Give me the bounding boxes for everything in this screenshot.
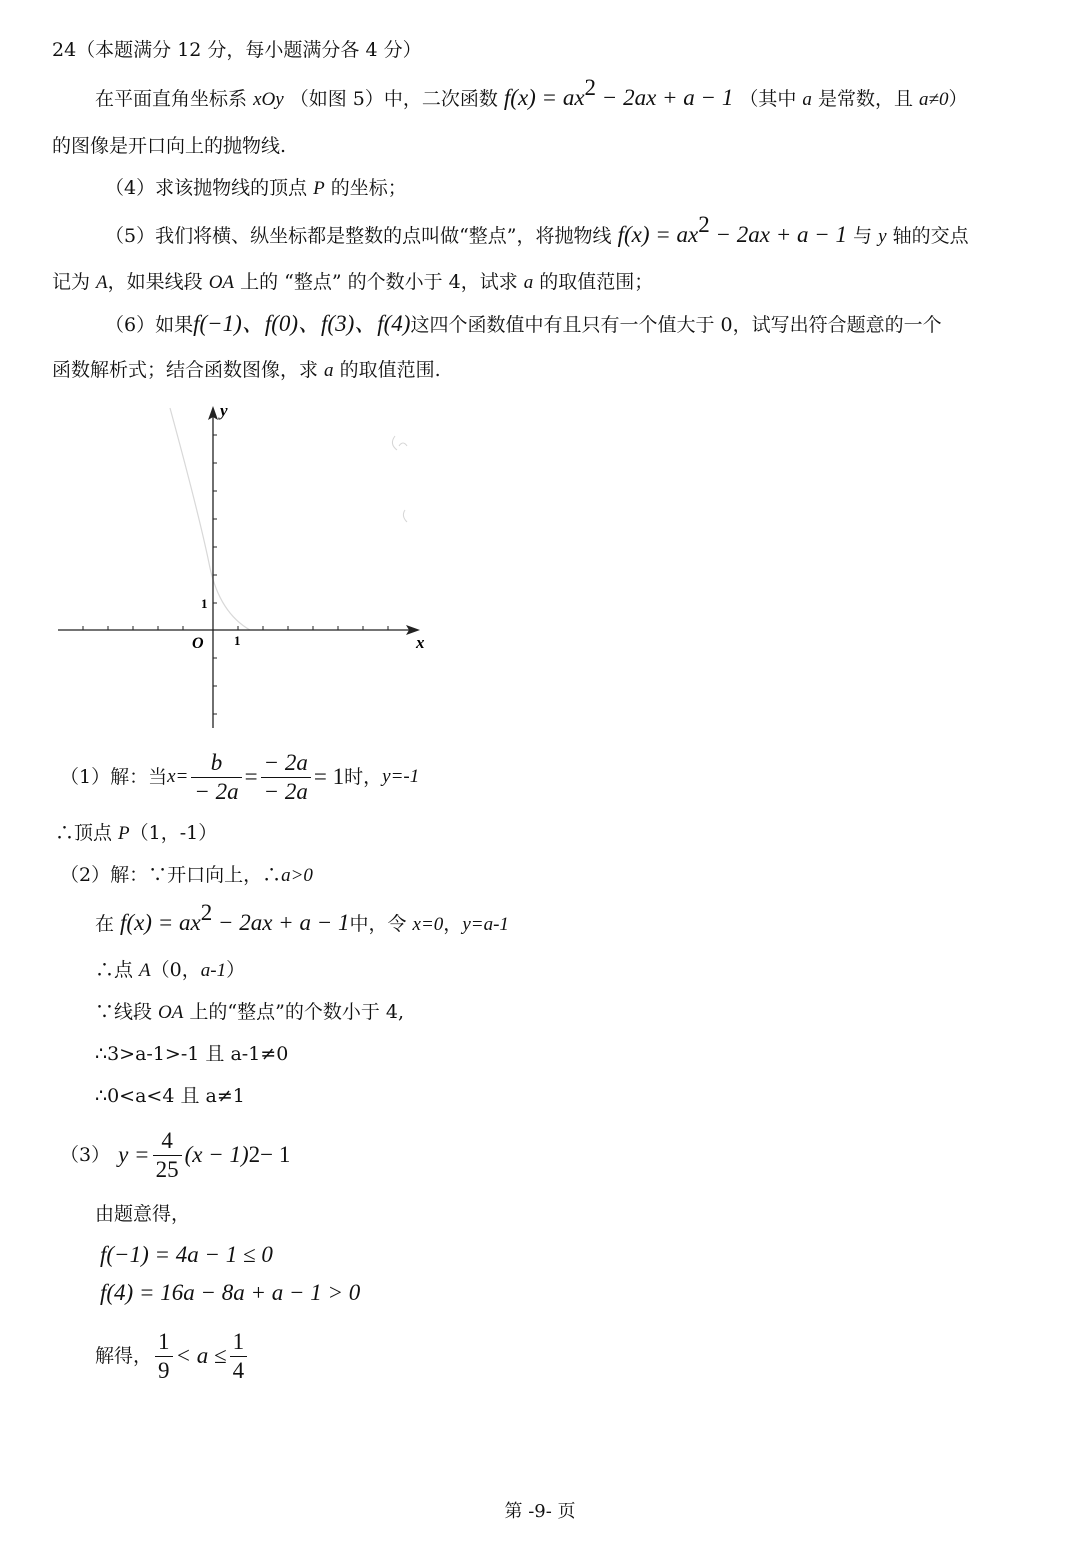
s3-l5: 解得， (95, 1345, 153, 1367)
question-5-line-1 (105, 212, 969, 249)
s2-formula-tail: − 2ax + a − 1 (212, 910, 350, 935)
s2-l4-a: ∵线段 (95, 1001, 159, 1023)
y-tick-label-1: 1 (201, 596, 208, 611)
solution-2-line-6 (95, 1084, 245, 1108)
q4-var-p: P (313, 178, 325, 199)
intro-formula-tail: − 2ax + a − 1 (596, 85, 734, 110)
q5-formula-fx: f(x) = a (617, 222, 689, 247)
s2-l3-A: A (139, 960, 151, 981)
solution-2-line-4 (95, 1000, 404, 1025)
x-tick-label-1: 1 (234, 633, 241, 648)
solution-3-line-5 (95, 1325, 250, 1387)
q4-prefix: （4）求该抛物线的顶点 (105, 177, 314, 199)
origin-label: O (192, 635, 204, 652)
s2-formula-exp: 2 (200, 900, 213, 925)
intro-line-2-text: 的图像是开口向上的抛物线. (52, 135, 287, 157)
solution-1 (60, 746, 419, 808)
q6-suffix: 这四个函数值中有且只有一个值大于 0，试写出符合题意的一个 (410, 314, 942, 336)
s1-result: = 1 (313, 764, 345, 789)
problem-header-text: 24（本题满分 12 分，每小题满分各 4 分） (52, 39, 422, 61)
s1-fraction-2 (261, 749, 311, 806)
q5-suffix-a: 与 (853, 225, 879, 247)
s3-y: y = (118, 1142, 150, 1167)
solution-3-line-1: （3） y = $\frac{4}{25}$ (x − 1) 2 − 1 (60, 1127, 291, 1182)
s2-l3-val: a-1 (200, 960, 227, 981)
solution-3-line-4 (100, 1281, 360, 1306)
s1-vertex-b: （1，-1） (129, 822, 218, 844)
intro-mid: （如图 5）中，二次函数 (289, 88, 498, 110)
solution-3-line-3 (100, 1243, 273, 1268)
faint-pencil-mark-1 (392, 436, 407, 450)
s2-formula-x: x (190, 910, 201, 935)
q5-prefix: （5）我们将横、纵坐标都是整数的点叫做“整点”，将抛物线 (105, 225, 612, 247)
s2-l3-b: （0， (150, 959, 201, 981)
s3-hi-num: 1 (230, 1328, 248, 1357)
coordinate-figure (50, 398, 450, 733)
s1-x: x= (167, 766, 189, 787)
intro-formula-x: x (574, 85, 585, 110)
s3-hi-den: 4 (232, 1357, 245, 1383)
q5-var-A: A (96, 272, 108, 293)
q5-var-y: y (878, 226, 887, 247)
faint-pencil-mark-2 (403, 510, 407, 522)
s2-l3-c: ） (226, 959, 246, 981)
q5-l2-a: 记为 (52, 271, 97, 293)
question-6-line-2 (52, 358, 441, 383)
q5-formula-tail: − 2ax + a − 1 (709, 222, 848, 247)
q6-l2-a: 函数解析式；结合函数图像，求 (52, 359, 325, 381)
intro-var-a: a (802, 89, 812, 110)
s2-l4-OA: OA (158, 1002, 184, 1023)
s1-suffix: 时， (344, 766, 383, 788)
s1-f1-den: − 2a (194, 778, 239, 804)
s2-l4-b: 上的“整点”的个数小于 4, (183, 1001, 405, 1023)
q4-suffix: 的坐标； (324, 177, 407, 199)
question-6-line-1 (105, 312, 942, 337)
s2-l2-c: ， (443, 913, 463, 935)
solution-3-line-2 (95, 1202, 190, 1226)
s1-vertex-a: ∴顶点 (55, 822, 119, 844)
q6-prefix: （6）如果 (105, 314, 194, 336)
q5-formula-x: x (688, 222, 699, 247)
intro-line-2 (52, 134, 286, 158)
question-5-line-2 (52, 270, 653, 295)
intro-suffix-c: ） (948, 88, 968, 110)
solution-2-line-3 (95, 958, 245, 983)
intro-line-1 (95, 75, 968, 112)
intro-formula-exp: 2 (584, 75, 597, 100)
s2-l3-a: ∴点 (95, 959, 140, 981)
s1-vertex-P: P (118, 823, 130, 844)
faint-pencil-curve (170, 408, 250, 630)
problem-header (52, 38, 422, 62)
x-axis-label: x (416, 633, 425, 652)
solution-2-line-2 (95, 900, 509, 937)
q6-values: f(−1)、f(0)、f(3)、f(4) (193, 311, 411, 336)
s3-fraction (153, 1127, 182, 1184)
intro-xoy: xOy (253, 89, 284, 110)
s1-f2-num: − 2a (261, 749, 311, 778)
q5-formula-exp: 2 (698, 212, 710, 237)
s2-l2-y: y=a-1 (462, 914, 509, 935)
s2-prefix: （2）解：∵开口向上，∴ (60, 864, 282, 886)
solution-1-vertex (55, 821, 217, 846)
s2-l2-a: 在 (95, 913, 121, 935)
intro-suffix-a: （其中 (739, 88, 803, 110)
s3-lower-fraction (155, 1328, 173, 1385)
intro-prefix: 在平面直角坐标系 (95, 88, 248, 110)
q6-l2-b: 的取值范围. (333, 359, 441, 381)
page-footer: 第 -9- 页 (504, 1501, 576, 1522)
intro-formula-fx: f(x) = a (503, 85, 575, 110)
s1-f1-num: b (191, 749, 241, 778)
q5-l2-c: 上的 “整点” 的个数小于 4，试求 (234, 271, 524, 293)
s1-prefix: （1）解：当 (60, 766, 168, 788)
s1-eq: = (244, 764, 258, 789)
s2-l2-b: 中，令 (349, 913, 413, 935)
s3-lo-num: 1 (155, 1328, 173, 1357)
q5-var-OA: OA (208, 272, 235, 293)
q5-var-a: a (523, 272, 534, 293)
s3-tail: − 1 (260, 1142, 291, 1167)
question-4 (105, 176, 407, 201)
s3-expr: (x − 1) (184, 1142, 249, 1167)
q5-l2-d: 的取值范围； (533, 271, 654, 293)
intro-cond: a≠0 (919, 89, 949, 110)
s1-fraction-1 (191, 749, 241, 806)
s3-num: 4 (153, 1127, 182, 1156)
intro-suffix-b: 是常数，且 (811, 88, 920, 110)
s3-l4: f(4) = 16a − 8a + a − 1 > 0 (100, 1280, 361, 1305)
solution-2-line-5 (95, 1042, 288, 1066)
s3-den: 25 (155, 1156, 179, 1182)
s1-y: y=-1 (382, 766, 420, 787)
q5-suffix-b: 轴的交点 (886, 225, 969, 247)
s3-mid: < a ≤ (175, 1343, 227, 1368)
s2-l6: ∴0<a<4 且 a≠1 (95, 1085, 245, 1107)
s3-prefix: （3） (60, 1144, 111, 1166)
s3-l3: f(−1) = 4a − 1 ≤ 0 (100, 1242, 273, 1267)
y-axis-label: y (220, 401, 228, 420)
q6-var-a: a (324, 360, 334, 381)
solution-2-line-1 (60, 863, 313, 888)
s3-upper-fraction (230, 1328, 248, 1385)
s2-l2-x: x=0 (412, 914, 444, 935)
s1-f2-den: − 2a (263, 778, 308, 804)
s2-formula-fx: f(x) = a (120, 910, 191, 935)
s2-l5: ∴3>a-1>-1 且 a-1≠0 (95, 1043, 289, 1065)
s3-lo-den: 9 (158, 1357, 170, 1383)
s2-cond: a>0 (281, 865, 313, 886)
s3-l2: 由题意得， (95, 1203, 191, 1225)
q5-l2-b: ，如果线段 (107, 271, 209, 293)
